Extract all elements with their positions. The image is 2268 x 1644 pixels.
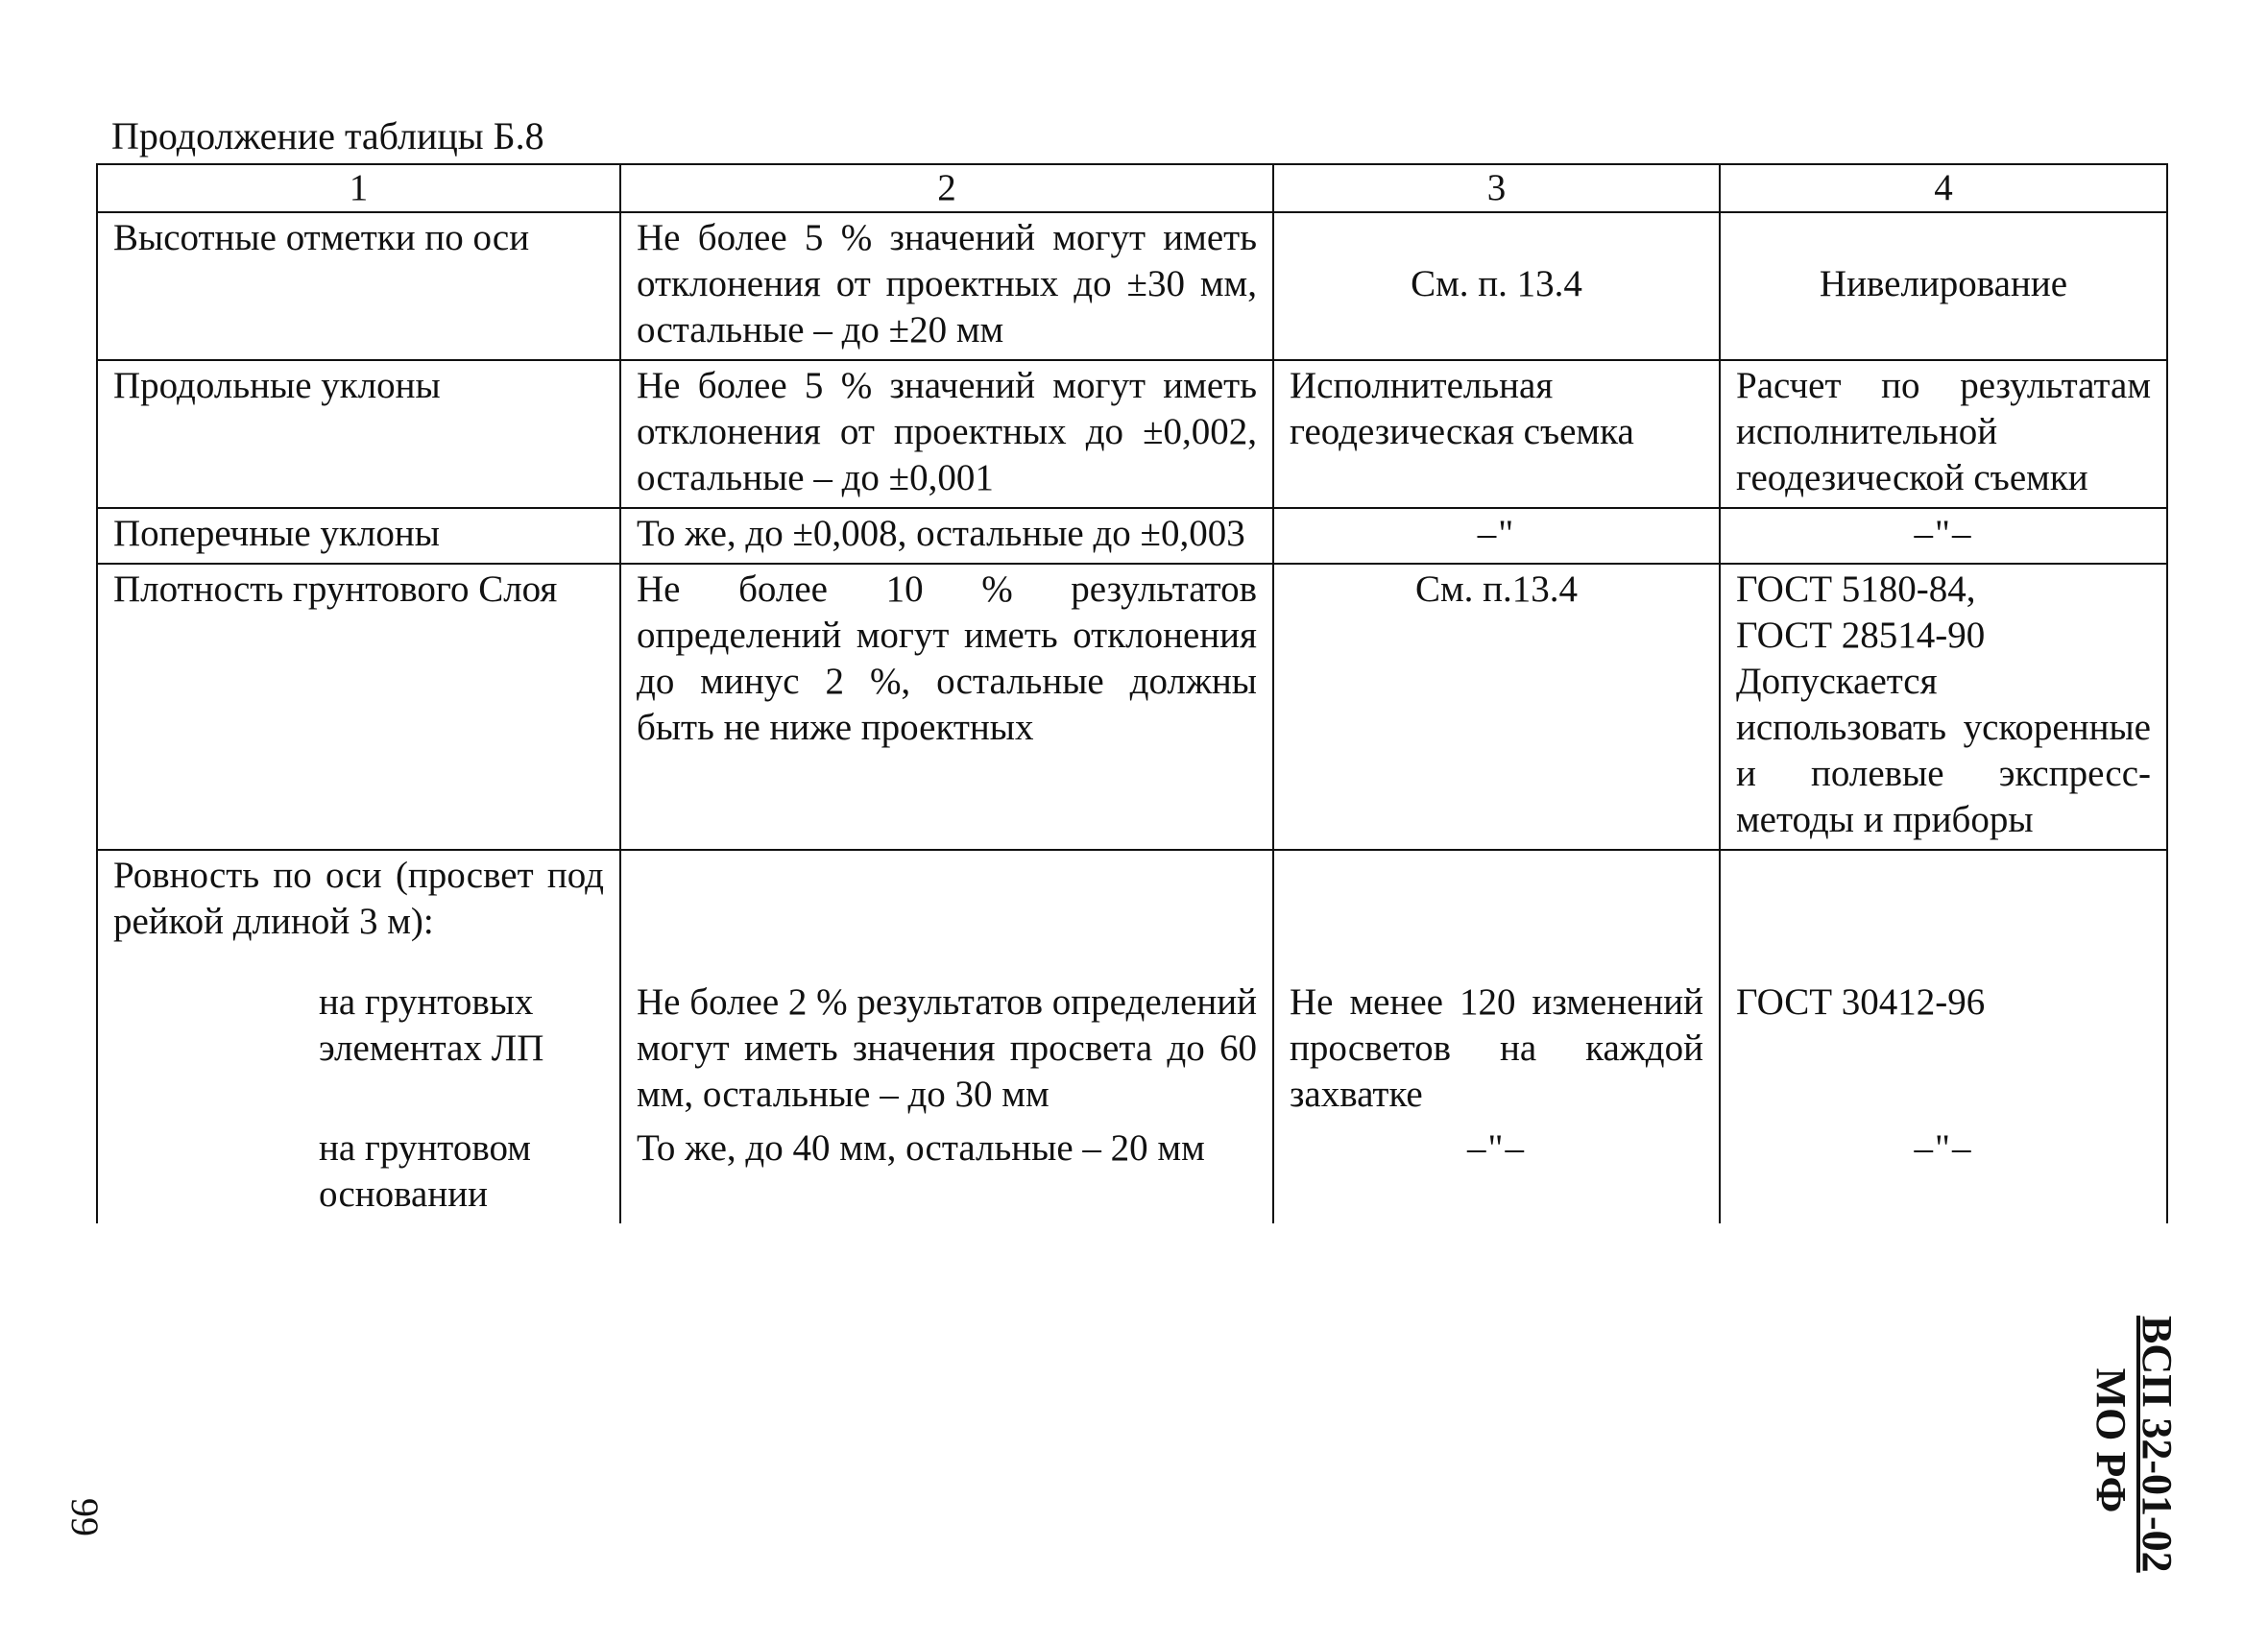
- parameter-cell: Продольные уклоны: [97, 360, 620, 508]
- table-row: [97, 360, 2167, 508]
- sub-parameter-cell: на грунтовых элементах ЛП: [97, 951, 620, 1124]
- table-row: [97, 951, 2167, 1124]
- parameter-group-cell: Ровность по оси (просвет под рейкой длиной 3 м):: [97, 850, 620, 951]
- requirement-cell: Не более 10 % результатов определений могут иметь отклонения до минус 2 %, остальные должны быть не ниже проектных: [620, 564, 1273, 850]
- document-designation: [2087, 1316, 2181, 1573]
- table-row: [97, 508, 2167, 564]
- empty-cell: [1720, 850, 2167, 951]
- control-method-cell: Нивелирование: [1720, 212, 2167, 360]
- control-volume-cell: Исполнительная геодезическая съемка: [1273, 360, 1720, 508]
- specification-table: [96, 163, 2168, 1223]
- empty-cell: [620, 850, 1273, 951]
- table-caption: Продолжение таблицы Б.8: [111, 114, 544, 157]
- document-organization: МО РФ: [2087, 1367, 2135, 1513]
- control-volume-cell: См. п. 13.4: [1273, 212, 1720, 360]
- ditto-mark: –"–: [1273, 1124, 1720, 1223]
- empty-cell: [1273, 850, 1720, 951]
- parameter-cell: Поперечные уклоны: [97, 508, 620, 564]
- table-row: [97, 850, 2167, 951]
- requirement-cell: То же, до 40 мм, остальные – 20 мм: [620, 1124, 1273, 1223]
- method-note: Допускается использовать ускоренные и полевые экспресс-методы и приборы: [1736, 661, 2151, 840]
- table-row: [97, 1124, 2167, 1223]
- table-row: [97, 564, 2167, 850]
- page-number: 99: [63, 1498, 107, 1536]
- requirement-cell: Не более 2 % результатов определений могут иметь значения просвета до 60 мм, остальные – до 30 мм: [620, 951, 1273, 1124]
- column-header-2: 2: [620, 164, 1273, 212]
- table-row: [97, 212, 2167, 360]
- requirement-cell: Не более 5 % значений могут иметь отклонения от проектных до ±30 мм, остальные – до ±20 мм: [620, 212, 1273, 360]
- header-row: [97, 164, 2167, 212]
- standard-reference: ГОСТ 28514-90: [1736, 615, 1986, 656]
- document-code: ВСП 32-01-02: [2134, 1316, 2181, 1573]
- control-method-cell: [1720, 564, 2167, 850]
- control-volume-cell: Не менее 120 изменений просветов на каждой захватке: [1273, 951, 1720, 1124]
- parameter-cell: Высотные отметки по оси: [97, 212, 620, 360]
- sub-parameter-cell: на грунтовом основании: [97, 1124, 620, 1223]
- column-header-4: 4: [1720, 164, 2167, 212]
- control-volume-cell: См. п.13.4: [1273, 564, 1720, 850]
- control-method-cell: ГОСТ 30412-96: [1720, 951, 2167, 1124]
- ditto-mark: –"–: [1720, 508, 2167, 564]
- standard-reference: ГОСТ 5180-84,: [1736, 568, 1976, 610]
- column-header-3: 3: [1273, 164, 1720, 212]
- column-header-1: 1: [97, 164, 620, 212]
- requirement-cell: То же, до ±0,008, остальные до ±0,003: [620, 508, 1273, 564]
- ditto-mark: –": [1273, 508, 1720, 564]
- parameter-cell: Плотность грунтового Слоя: [97, 564, 620, 850]
- ditto-mark: –"–: [1720, 1124, 2167, 1223]
- requirement-cell: Не более 5 % значений могут иметь отклонения от проектных до ±0,002, остальные – до ±0,001: [620, 360, 1273, 508]
- control-method-cell: Расчет по результатам исполнительной геодезической съемки: [1720, 360, 2167, 508]
